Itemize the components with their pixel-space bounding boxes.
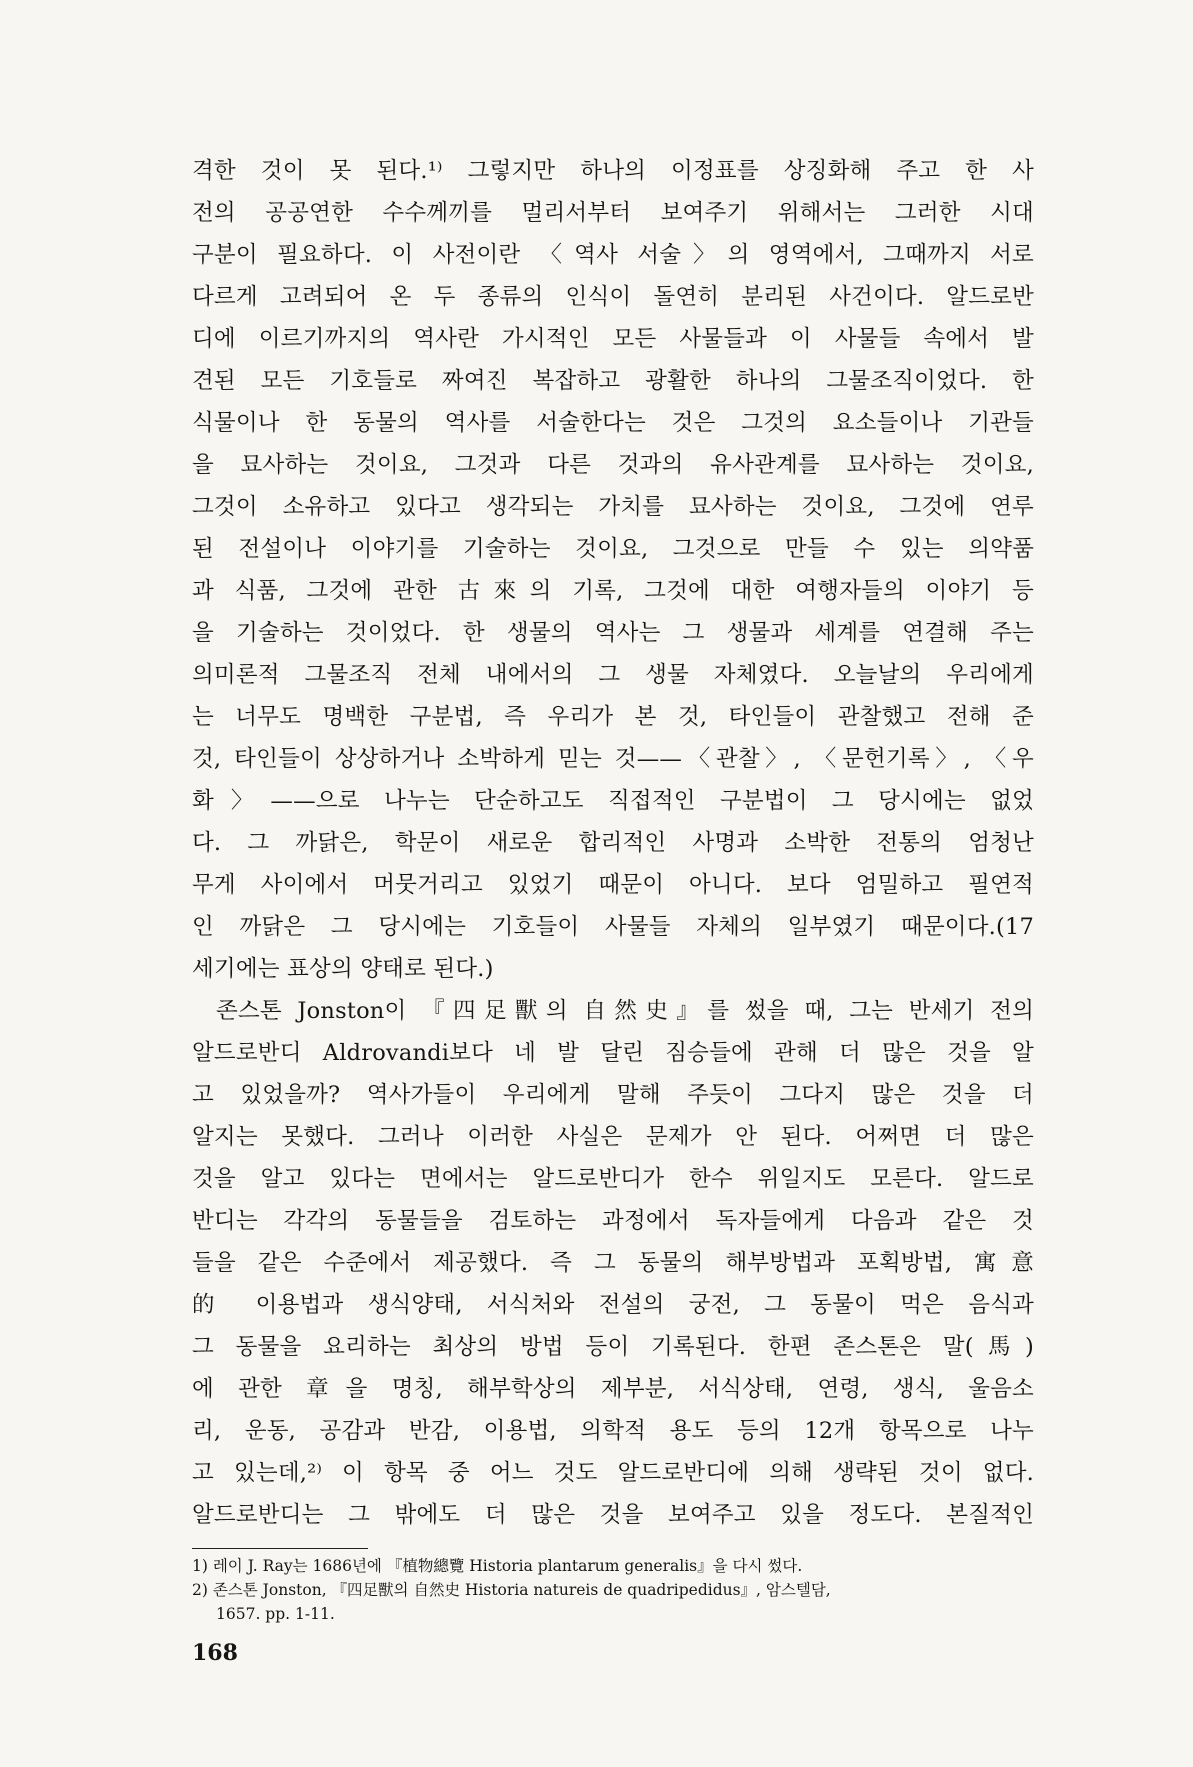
text-line: 견된 모든 기호들로 짜여진 복잡하고 광활한 하나의 그물조직이었다. 한: [192, 368, 1034, 394]
text-line: 的 이용법과 생식양태, 서식처와 전설의 궁전, 그 동물이 먹은 음식과: [192, 1292, 1034, 1318]
text-line: 을 묘사하는 것이요, 그것과 다른 것과의 유사관계를 묘사하는 것이요,: [192, 452, 1034, 478]
text-line: 무게 사이에서 머뭇거리고 있었기 때문이 아니다. 보다 엄밀하고 필연적: [192, 872, 1034, 898]
text-line: 알드로반디 Aldrovandi보다 네 발 달린 짐승들에 관해 더 많은 것을 알: [192, 1040, 1034, 1066]
text-line: 전의 공공연한 수수께끼를 멀리서부터 보여주기 위해서는 그러한 시대: [192, 200, 1034, 226]
body-text: [192, 150, 1034, 1536]
text-line: 과 식품, 그것에 관한 古來의 기록, 그것에 대한 여행자들의 이야기 등: [192, 578, 1034, 604]
text-line: 알드로반디는 그 밖에도 더 많은 것을 보여주고 있을 정도다. 본질적인: [192, 1502, 1034, 1528]
text-line: 것을 알고 있다는 면에서는 알드로반디가 한수 위일지도 모른다. 알드로: [192, 1166, 1034, 1192]
text-line: 존스톤 Jonston이 『四足獸의 自然史』를 썼을 때, 그는 반세기 전의: [216, 998, 1034, 1024]
footnote-continuation: 1657. pp. 1-11.: [216, 1605, 335, 1623]
text-line: 에 관한 章을 명칭, 해부학상의 제부분, 서식상태, 연령, 생식, 울음소: [192, 1376, 1034, 1402]
text-line: 들을 같은 수준에서 제공했다. 즉 그 동물의 해부방법과 포획방법, 寓意: [192, 1250, 1034, 1276]
text-line: 인 까닭은 그 당시에는 기호들이 사물들 자체의 일부였기 때문이다.(17: [192, 914, 1034, 940]
text-line: 고 있는데,²⁾ 이 항목 중 어느 것도 알드로반디에 의해 생략된 것이 없다.: [192, 1460, 1034, 1486]
text-line: 리, 운동, 공감과 반감, 이용법, 의학적 용도 등의 12개 항목으로 나누: [192, 1418, 1034, 1444]
text-line: 구분이 필요하다. 이 사전이란 〈역사 서술〉의 영역에서, 그때까지 서로: [192, 242, 1034, 268]
footnote: 1) 레이 J. Ray는 1686년에 『植物總覽 Historia plantarum generalis』을 다시 썼다.: [192, 1557, 803, 1575]
text-line: 다르게 고려되어 온 두 종류의 인식이 돌연히 분리된 사건이다. 알드로반: [192, 284, 1034, 310]
text-line: 된 전설이나 이야기를 기술하는 것이요, 그것으로 만들 수 있는 의약품: [192, 536, 1034, 562]
text-line: 것, 타인들이 상상하거나 소박하게 믿는 것——〈관찰〉, 〈문헌기록〉, 〈우: [192, 746, 1034, 772]
text-line: 그 동물을 요리하는 최상의 방법 등이 기록된다. 한편 존스톤은 말(馬): [192, 1334, 1034, 1360]
text-line: 식물이나 한 동물의 역사를 서술한다는 것은 그것의 요소들이나 기관들: [192, 410, 1034, 436]
text-line: 의미론적 그물조직 전체 내에서의 그 생물 자체였다. 오늘날의 우리에게: [192, 662, 1034, 688]
footnote-divider: [192, 1548, 368, 1549]
text-line: 디에 이르기까지의 역사란 가시적인 모든 사물들과 이 사물들 속에서 발: [192, 326, 1034, 352]
text-line: 세기에는 표상의 양태로 된다.): [192, 956, 494, 982]
text-line: 알지는 못했다. 그러나 이러한 사실은 문제가 안 된다. 어쩌면 더 많은: [192, 1124, 1034, 1150]
text-line: 화〉——으로 나누는 단순하고도 직접적인 구분법이 그 당시에는 없었: [192, 788, 1034, 814]
footnotes: [192, 1554, 1034, 1626]
text-line: 을 기술하는 것이었다. 한 생물의 역사는 그 생물과 세계를 연결해 주는: [192, 620, 1034, 646]
footnote: 2) 존스톤 Jonston, 『四足獸의 自然史 Historia natureis de quadripedidus』, 암스텔담,: [192, 1581, 831, 1599]
text-line: 그것이 소유하고 있다고 생각되는 가치를 묘사하는 것이요, 그것에 연루: [192, 494, 1034, 520]
text-line: 다. 그 까닭은, 학문이 새로운 합리적인 사명과 소박한 전통의 엄청난: [192, 830, 1034, 856]
text-line: 반디는 각각의 동물들을 검토하는 과정에서 독자들에게 다음과 같은 것: [192, 1208, 1034, 1234]
page-number: 168: [192, 1640, 238, 1666]
text-line: 는 너무도 명백한 구분법, 즉 우리가 본 것, 타인들이 관찰했고 전해 준: [192, 704, 1034, 730]
text-line: 고 있었을까? 역사가들이 우리에게 말해 주듯이 그다지 많은 것을 더: [192, 1082, 1034, 1108]
text-line: 격한 것이 못 된다.¹⁾ 그렇지만 하나의 이정표를 상징화해 주고 한 사: [192, 158, 1034, 184]
